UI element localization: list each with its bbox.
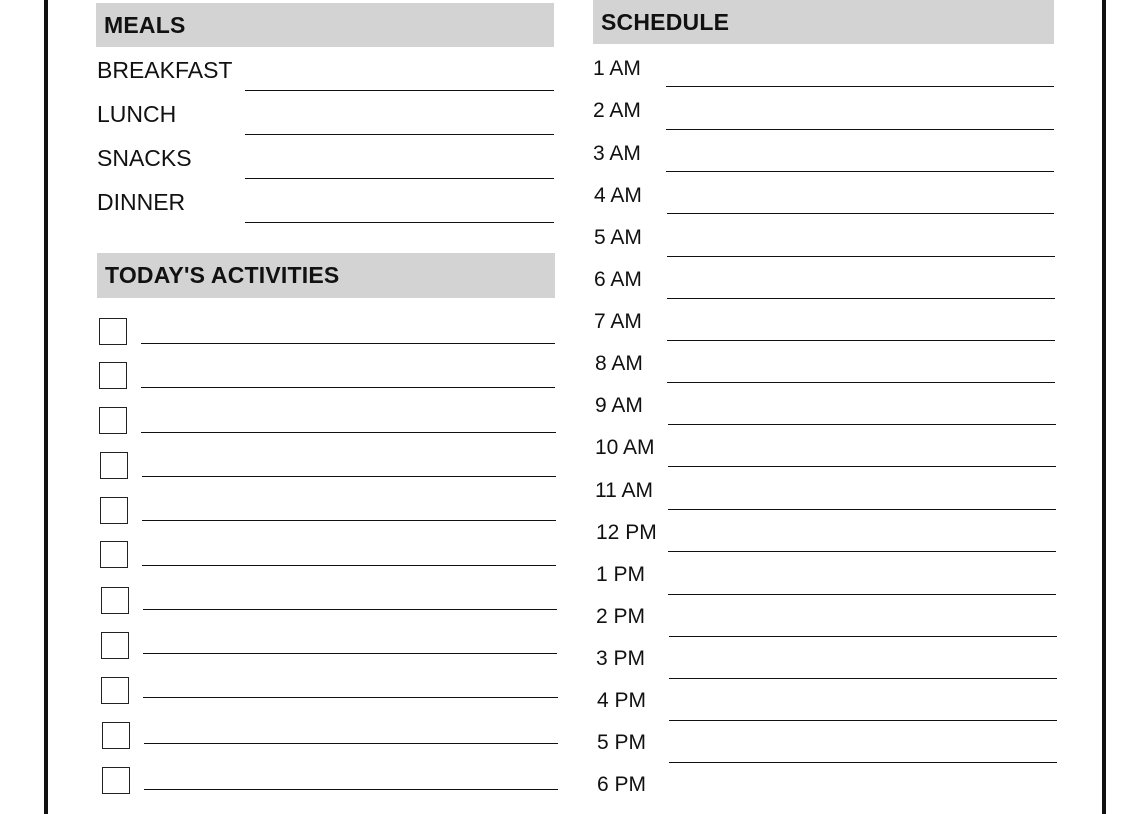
schedule-write-line[interactable] bbox=[667, 256, 1055, 257]
activity-write-line[interactable] bbox=[143, 697, 558, 698]
activity-checkbox[interactable] bbox=[100, 452, 128, 479]
activity-checkbox[interactable] bbox=[102, 767, 130, 794]
activity-checkbox[interactable] bbox=[99, 318, 127, 345]
activity-checkbox[interactable] bbox=[102, 722, 130, 749]
activity-write-line[interactable] bbox=[143, 609, 557, 610]
schedule-write-line[interactable] bbox=[667, 298, 1055, 299]
schedule-write-line[interactable] bbox=[669, 762, 1057, 763]
schedule-write-line[interactable] bbox=[668, 594, 1056, 595]
meal-write-line[interactable] bbox=[245, 222, 554, 223]
schedule-write-line[interactable] bbox=[666, 129, 1054, 130]
schedule-write-line[interactable] bbox=[669, 720, 1057, 721]
activities-header bbox=[97, 253, 555, 298]
schedule-write-line[interactable] bbox=[668, 466, 1056, 467]
schedule-time: 11 AM bbox=[595, 479, 653, 502]
schedule-time: 10 AM bbox=[595, 436, 655, 459]
schedule-time: 6 AM bbox=[594, 268, 642, 291]
activity-write-line[interactable] bbox=[141, 387, 555, 388]
meal-write-line[interactable] bbox=[245, 178, 554, 179]
schedule-write-line[interactable] bbox=[668, 551, 1056, 552]
schedule-write-line[interactable] bbox=[667, 382, 1055, 383]
activity-checkbox[interactable] bbox=[100, 541, 128, 568]
activity-checkbox[interactable] bbox=[99, 407, 127, 434]
schedule-time: 8 AM bbox=[595, 352, 643, 375]
schedule-write-line[interactable] bbox=[669, 636, 1057, 637]
activity-write-line[interactable] bbox=[144, 789, 558, 790]
schedule-time: 5 AM bbox=[594, 226, 642, 249]
schedule-time: 3 AM bbox=[593, 142, 641, 165]
schedule-write-line[interactable] bbox=[668, 424, 1056, 425]
meal-label: SNACKS bbox=[97, 145, 192, 171]
schedule-time: 1 AM bbox=[593, 57, 641, 80]
schedule-time: 1 PM bbox=[596, 563, 646, 586]
schedule-time: 3 PM bbox=[596, 647, 646, 670]
activity-checkbox[interactable] bbox=[101, 587, 129, 614]
meal-label: DINNER bbox=[97, 189, 186, 215]
schedule-write-line[interactable] bbox=[666, 171, 1054, 172]
schedule-time: 2 PM bbox=[596, 605, 646, 628]
activity-checkbox[interactable] bbox=[101, 677, 129, 704]
schedule-time: 4 PM bbox=[597, 689, 647, 712]
schedule-time: 12 PM bbox=[596, 521, 657, 544]
activity-checkbox[interactable] bbox=[100, 497, 128, 524]
activities-header-label: TODAY'S ACTIVITIES bbox=[105, 262, 340, 288]
activity-write-line[interactable] bbox=[142, 520, 556, 521]
activity-write-line[interactable] bbox=[144, 743, 558, 744]
meal-write-line[interactable] bbox=[245, 134, 554, 135]
schedule-time: 7 AM bbox=[594, 310, 642, 333]
activity-checkbox[interactable] bbox=[101, 632, 129, 659]
schedule-header-label: SCHEDULE bbox=[601, 8, 730, 35]
schedule-time: 5 PM bbox=[597, 731, 647, 754]
schedule-write-line[interactable] bbox=[667, 213, 1054, 214]
schedule-write-line[interactable] bbox=[668, 509, 1056, 510]
planner-page bbox=[44, 0, 1106, 814]
schedule-time: 9 AM bbox=[595, 394, 643, 417]
meal-write-line[interactable] bbox=[245, 90, 554, 91]
activity-write-line[interactable] bbox=[142, 565, 556, 566]
schedule-time: 4 AM bbox=[594, 184, 642, 207]
activity-write-line[interactable] bbox=[141, 343, 555, 344]
schedule-write-line[interactable] bbox=[669, 678, 1057, 679]
schedule-write-line[interactable] bbox=[667, 340, 1055, 341]
schedule-time: 2 AM bbox=[593, 99, 641, 122]
meals-header-label: MEALS bbox=[104, 11, 186, 38]
activity-write-line[interactable] bbox=[142, 476, 556, 477]
activity-checkbox[interactable] bbox=[99, 362, 127, 389]
activity-write-line[interactable] bbox=[143, 653, 557, 654]
schedule-time: 6 PM bbox=[597, 773, 647, 796]
activity-write-line[interactable] bbox=[141, 432, 556, 433]
schedule-write-line[interactable] bbox=[666, 86, 1054, 87]
meals-header bbox=[96, 3, 554, 47]
schedule-header bbox=[593, 0, 1054, 44]
meal-label: BREAKFAST bbox=[97, 57, 233, 83]
meal-label: LUNCH bbox=[97, 101, 177, 127]
